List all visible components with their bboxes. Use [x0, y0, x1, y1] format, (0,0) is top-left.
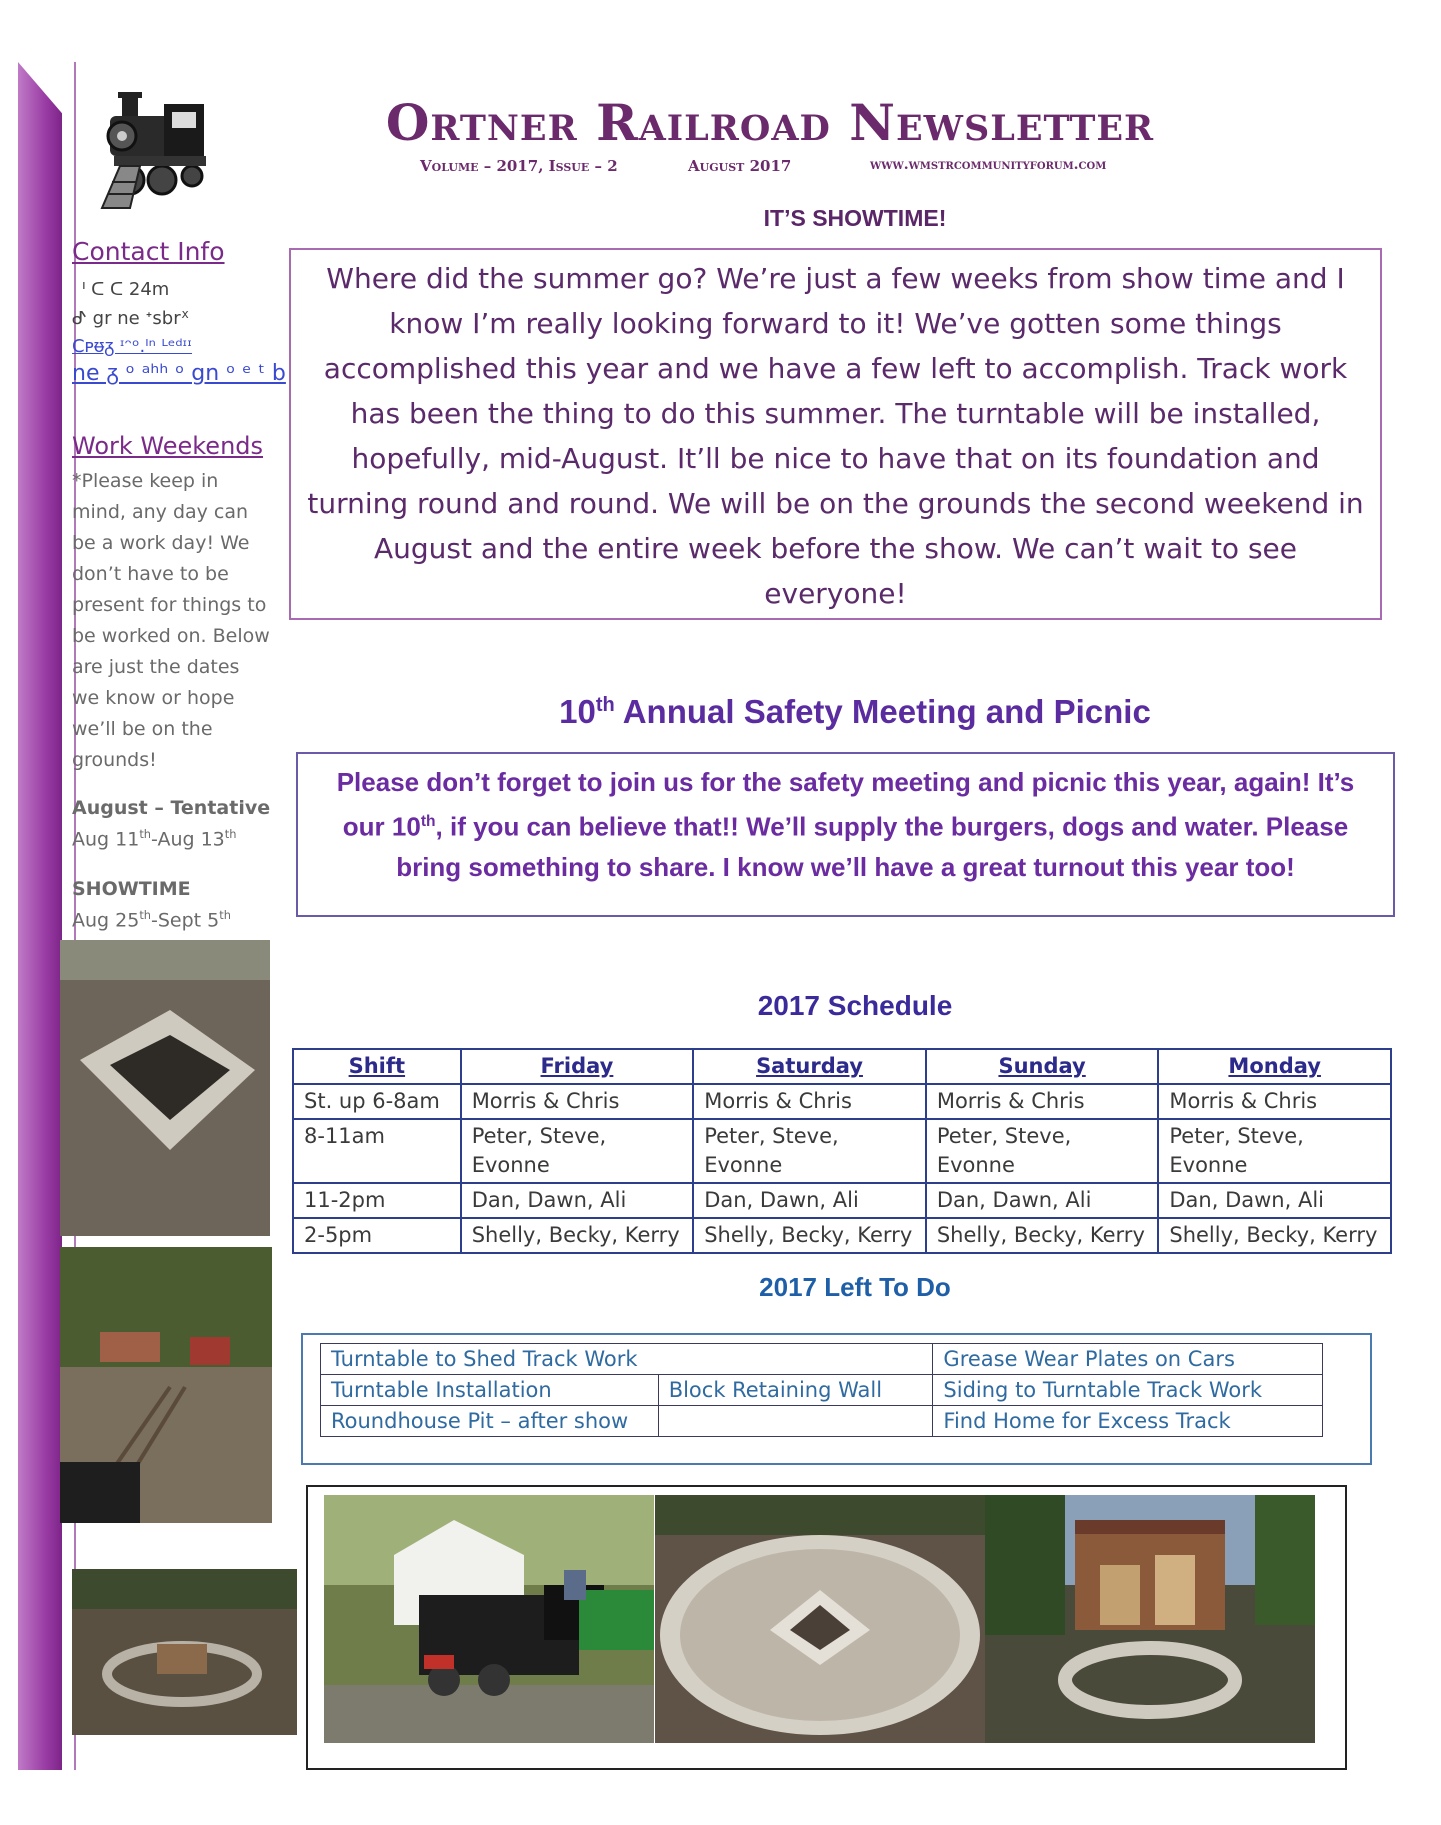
- sidebar-photo-pit-2: [72, 1569, 297, 1735]
- table-cell: Morris & Chris: [693, 1084, 926, 1119]
- photo-train-ride: [324, 1495, 654, 1743]
- table-cell: Shelly, Becky, Kerry: [693, 1218, 926, 1253]
- table-row: [293, 1183, 1391, 1218]
- august-sup-2: th: [224, 827, 237, 841]
- schedule-header-cell: Saturday: [693, 1049, 926, 1084]
- table-row: [321, 1406, 1323, 1437]
- table-row: [321, 1344, 1323, 1375]
- schedule-header-cell: Friday: [461, 1049, 694, 1084]
- picnic-line-2: [305, 802, 1386, 847]
- table-cell: Shelly, Becky, Kerry: [1158, 1218, 1391, 1253]
- picnic-line-3: bring something to share. I know we’ll have a great turnout this year too!: [396, 851, 1295, 882]
- todo-item: [658, 1406, 933, 1437]
- picnic-line-2a: our 10: [342, 811, 421, 842]
- schedule-header-cell: Sunday: [926, 1049, 1159, 1084]
- schedule-heading: 2017 Schedule: [757, 990, 953, 1021]
- website-link[interactable]: www.wmstrcommunityforum.com: [870, 157, 1107, 173]
- todo-item: Grease Wear Plates on Cars: [933, 1344, 1323, 1375]
- picnic-line-1: Please don’t forget to join us for the safety meeting and picnic this year, again! It’s: [336, 767, 1355, 797]
- table-row: [293, 1084, 1391, 1119]
- picnic-line-2-sup: th: [420, 813, 436, 830]
- contact-web-link[interactable]: ne ᵹ ᵒ ᵃʰʰ ᵒ gn ᵒ ᵉ ᵗ b: [72, 361, 286, 386]
- picnic-heading-sup: th: [595, 694, 615, 716]
- todo-table: [320, 1343, 1323, 1437]
- contact-line-2: ᕷ gr ne ᐩsbrᕽ: [72, 308, 190, 329]
- table-cell: Morris & Chris: [1158, 1084, 1391, 1119]
- picnic-line-2b: , if you can believe that!! We’ll supply the burgers, dogs and water. Please: [435, 811, 1349, 842]
- todo-item: Roundhouse Pit – after show: [321, 1406, 659, 1437]
- todo-item: Turntable to Shed Track Work: [321, 1344, 933, 1375]
- table-cell: Shelly, Becky, Kerry: [461, 1218, 694, 1253]
- schedule-header-row: [293, 1049, 1391, 1084]
- picnic-heading-number: 10: [559, 693, 596, 730]
- show-date-start: Aug 25: [72, 909, 140, 932]
- picnic-heading-rest: Annual Safety Meeting and Picnic: [614, 693, 1151, 730]
- todo-item: Siding to Turntable Track Work: [933, 1375, 1323, 1406]
- schedule-table: [292, 1048, 1392, 1254]
- table-cell: 2-5pm: [293, 1218, 461, 1253]
- table-cell: Peter, Steve, Evonne: [926, 1119, 1159, 1183]
- table-cell: 11-2pm: [293, 1183, 461, 1218]
- show-date-end: -Sept 5: [151, 909, 220, 932]
- table-cell: St. up 6-8am: [293, 1084, 461, 1119]
- schedule-header-cell: Monday: [1158, 1049, 1391, 1084]
- august-sup-1: th: [139, 827, 152, 841]
- august-heading: August – Tentative: [72, 797, 271, 819]
- table-cell: Peter, Steve, Evonne: [1158, 1119, 1391, 1183]
- intro-text: Where did the summer go? We’re just a few weeks from show time and I know I’m really looking forward to it! We’ve gotten some things accomplished this year and we have a few left to accomplish. Track work has been the thing to do this summer. The turntable will be installed, hopefully, mid-August. It’ll be nice to have that on its foundation and turning round and round. We will be on the grounds the second weekend in August and the entire week before the show. We can’t wait to see everyone!: [307, 262, 1364, 610]
- showtime-heading: IT’S SHOWTIME!: [763, 205, 947, 231]
- show-sup-2: th: [219, 908, 231, 922]
- table-cell: Morris & Chris: [926, 1084, 1159, 1119]
- sidebar-photo-track: [60, 1247, 272, 1523]
- table-cell: Dan, Dawn, Ali: [693, 1183, 926, 1218]
- showtime-sidebar-heading: SHOWTIME: [72, 878, 191, 900]
- sidebar-accent-bar: [18, 62, 62, 1770]
- picnic-text: [305, 762, 1386, 887]
- table-cell: 8-11am: [293, 1119, 461, 1183]
- table-row: [293, 1218, 1391, 1253]
- table-row: [293, 1119, 1391, 1183]
- table-cell: Dan, Dawn, Ali: [926, 1183, 1159, 1218]
- todo-item: Turntable Installation: [321, 1375, 659, 1406]
- showtime-dates: [72, 908, 231, 931]
- august-date-start: Aug 11: [72, 828, 140, 851]
- table-cell: Morris & Chris: [461, 1084, 694, 1119]
- table-cell: Peter, Steve, Evonne: [461, 1119, 694, 1183]
- contact-email-link[interactable]: Cᴩᵿᵹ ᶦᵔᵒ.ᴵⁿ ᴸᵉᵈᶦᶦ: [72, 336, 193, 357]
- volume-issue: Volume – 2017, Issue – 2: [420, 157, 618, 175]
- table-row: [321, 1375, 1323, 1406]
- newsletter-title: Ortner Railroad Newsletter: [385, 93, 1155, 152]
- picnic-heading: [290, 693, 1420, 731]
- todo-item: Block Retaining Wall: [658, 1375, 933, 1406]
- work-weekends-text: *Please keep in mind, any day can be a work day! We don’t have to be present for things to be worked on. Below are just the dates we know or hope we’ll be on the grounds!: [72, 470, 270, 771]
- table-cell: Peter, Steve, Evonne: [693, 1119, 926, 1183]
- todo-heading: 2017 Left To Do: [759, 1272, 951, 1302]
- photo-roundhouse: [985, 1495, 1315, 1743]
- table-cell: Dan, Dawn, Ali: [1158, 1183, 1391, 1218]
- august-date-end: -Aug 13: [151, 828, 225, 851]
- contact-line-1: ᑊ ᑕ ᑕ 24m: [82, 279, 170, 300]
- table-cell: Shelly, Becky, Kerry: [926, 1218, 1159, 1253]
- sidebar-photo-pit-1: [60, 940, 270, 1236]
- work-weekends-heading: Work Weekends: [72, 432, 264, 460]
- issue-date: August 2017: [688, 157, 792, 175]
- august-dates: [72, 827, 236, 850]
- schedule-header-cell: Shift: [293, 1049, 461, 1084]
- photo-turntable-pit: [655, 1495, 985, 1743]
- steam-locomotive-icon: [100, 90, 210, 215]
- contact-info-heading[interactable]: Contact Info: [72, 237, 225, 266]
- todo-item: Find Home for Excess Track: [933, 1406, 1323, 1437]
- show-sup-1: th: [139, 908, 152, 922]
- table-cell: Dan, Dawn, Ali: [461, 1183, 694, 1218]
